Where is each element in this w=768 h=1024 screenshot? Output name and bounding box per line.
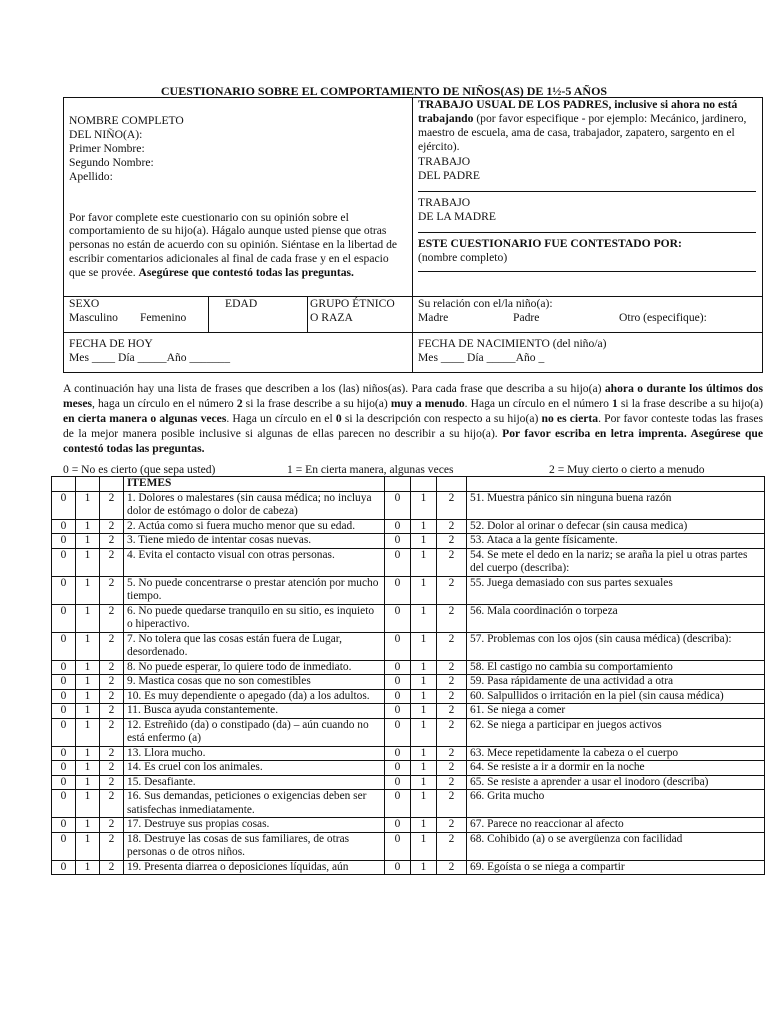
right-score-option[interactable]: 2 <box>437 675 467 690</box>
table-row <box>52 818 765 833</box>
left-item-text: 1. Dolores o malestares (sin causa médica; no incluya dolor de estómago o dolor de cabeza) <box>124 491 385 519</box>
left-score-option[interactable]: 2 <box>100 604 124 632</box>
table-row <box>52 775 765 790</box>
left-item-text: 17. Destruye sus propias cosas. <box>124 818 385 833</box>
left-score-option[interactable]: 1 <box>76 576 100 604</box>
empty-cell <box>411 477 437 492</box>
left-score-option[interactable]: 2 <box>100 632 124 660</box>
empty-cell <box>437 477 467 492</box>
relation-label: Su relación con el/la niño(a): <box>418 297 553 310</box>
ethnic-group-cell[interactable]: GRUPO ÉTNICO O RAZA <box>307 297 400 332</box>
right-item-text: 65. Se resiste a aprender a usar el inodoro (describa) <box>467 775 765 790</box>
left-item-text: 10. Es muy dependiente o apegado (da) a los adultos. <box>124 689 385 704</box>
right-score-option[interactable]: 1 <box>411 491 437 519</box>
table-row <box>52 860 765 875</box>
right-score-option[interactable]: 0 <box>385 689 411 704</box>
right-score-option[interactable]: 2 <box>437 548 467 576</box>
right-item-text: 60. Salpullidos o irritación en la piel (sin causa médica) <box>467 689 765 704</box>
left-score-option[interactable]: 2 <box>100 775 124 790</box>
left-item-text: 7. No tolera que las cosas están fuera de Lugar, desordenado. <box>124 632 385 660</box>
left-score-option[interactable]: 2 <box>100 519 124 534</box>
table-row <box>52 718 765 746</box>
right-item-text: 66. Grita mucho <box>467 790 765 818</box>
left-score-option[interactable]: 0 <box>52 718 76 746</box>
left-item-text: 3. Tiene miedo de intentar cosas nuevas. <box>124 534 385 549</box>
left-score-option[interactable]: 1 <box>76 660 100 675</box>
today-date-cell <box>63 332 413 373</box>
right-score-option[interactable]: 1 <box>411 576 437 604</box>
right-score-option[interactable]: 0 <box>385 675 411 690</box>
right-score-option[interactable]: 1 <box>411 660 437 675</box>
right-score-option[interactable]: 0 <box>385 632 411 660</box>
right-score-option[interactable]: 1 <box>411 548 437 576</box>
left-score-option[interactable]: 0 <box>52 660 76 675</box>
document-title: CUESTIONARIO SOBRE EL COMPORTAMIENTO DE NIÑOS(AS) DE 1½-5 AÑOS <box>160 84 608 98</box>
right-score-option[interactable]: 1 <box>411 604 437 632</box>
table-row <box>52 675 765 690</box>
relation-other-option[interactable]: Otro (especifique): <box>619 310 707 324</box>
right-item-text: 68. Cohibido (a) o se avergüenza con facilidad <box>467 832 765 860</box>
left-score-option[interactable]: 1 <box>76 604 100 632</box>
right-score-option[interactable]: 2 <box>437 790 467 818</box>
right-score-option[interactable]: 2 <box>437 604 467 632</box>
items-header: ITEMES <box>124 477 385 492</box>
right-score-option[interactable]: 0 <box>385 860 411 875</box>
left-item-text: 5. No puede concentrarse o prestar atención por mucho tiempo. <box>124 576 385 604</box>
left-item-text: 9. Mastica cosas que no son comestibles <box>124 675 385 690</box>
left-score-option[interactable]: 2 <box>100 818 124 833</box>
right-score-option[interactable]: 2 <box>437 534 467 549</box>
left-score-option[interactable]: 1 <box>76 689 100 704</box>
right-score-option[interactable]: 1 <box>411 519 437 534</box>
left-item-text: 8. No puede esperar, lo quiere todo de inmediato. <box>124 660 385 675</box>
left-item-text: 15. Desafiante. <box>124 775 385 790</box>
left-item-text: 16. Sus demandas, peticiones o exigencias deben ser satisfechas inmediatamente. <box>124 790 385 818</box>
left-score-option[interactable]: 0 <box>52 519 76 534</box>
left-score-option[interactable]: 0 <box>52 548 76 576</box>
right-score-option[interactable]: 0 <box>385 718 411 746</box>
left-score-option[interactable]: 2 <box>100 675 124 690</box>
father-work-input-line[interactable] <box>418 191 756 192</box>
left-score-option[interactable]: 0 <box>52 860 76 875</box>
right-score-option[interactable]: 0 <box>385 548 411 576</box>
left-score-option[interactable]: 2 <box>100 832 124 860</box>
right-item-text: 63. Mece repetidamente la cabeza o el cuerpo <box>467 746 765 761</box>
left-score-option[interactable]: 1 <box>76 832 100 860</box>
left-score-option[interactable]: 2 <box>100 746 124 761</box>
left-score-option[interactable]: 1 <box>76 491 100 519</box>
left-score-option[interactable]: 1 <box>76 761 100 776</box>
items-table <box>51 476 765 875</box>
right-item-text: 58. El castigo no cambia su comportamiento <box>467 660 765 675</box>
age-label[interactable]: EDAD <box>225 297 258 310</box>
left-item-text: 12. Estreñido (da) o constipado (da) – aún cuando no está enfermo (a) <box>124 718 385 746</box>
left-score-option[interactable]: 1 <box>76 534 100 549</box>
answered-by-label: ESTE CUESTIONARIO FUE CONTESTADO POR: <box>418 237 682 251</box>
right-score-option[interactable]: 2 <box>437 576 467 604</box>
right-score-option[interactable]: 1 <box>411 818 437 833</box>
right-score-option[interactable]: 0 <box>385 660 411 675</box>
left-score-option[interactable]: 0 <box>52 576 76 604</box>
birth-date-fields[interactable]: Mes ____ Día _____Año _ <box>418 350 545 364</box>
left-score-option[interactable]: 2 <box>100 548 124 576</box>
left-score-option[interactable]: 0 <box>52 534 76 549</box>
table-row <box>52 790 765 818</box>
right-score-option[interactable]: 0 <box>385 832 411 860</box>
left-item-text: 18. Destruye las cosas de sus familiares, de otras personas o de otros niños. <box>124 832 385 860</box>
left-score-option[interactable]: 1 <box>76 746 100 761</box>
instructions-text: Por favor complete este cuestionario con su opinión sobre el comportamiento de su hijo(a). Hágalo aunque usted piense que otras personas no están de acuerdo con su opinión. Siéntase en la libertad de escribir comentarios adicionales al final de cada frase y en el espacio que se provée. Asegúrese que contestó todas las preguntas. <box>69 210 398 280</box>
right-score-option[interactable]: 2 <box>437 718 467 746</box>
info-header-box <box>63 97 763 373</box>
left-score-option[interactable]: 0 <box>52 775 76 790</box>
right-item-text: 52. Dolor al orinar o defecar (sin causa medica) <box>467 519 765 534</box>
right-score-option[interactable]: 0 <box>385 491 411 519</box>
right-score-option[interactable]: 2 <box>437 832 467 860</box>
left-score-option[interactable]: 2 <box>100 576 124 604</box>
table-row <box>52 761 765 776</box>
right-item-text: 64. Se resiste a ir a dormir en la noche <box>467 761 765 776</box>
right-score-option[interactable]: 2 <box>437 775 467 790</box>
right-score-option[interactable]: 0 <box>385 519 411 534</box>
right-score-option[interactable]: 2 <box>437 761 467 776</box>
table-row <box>52 832 765 860</box>
father-work-label: TRABAJO DEL PADRE <box>418 154 480 182</box>
left-score-option[interactable]: 1 <box>76 704 100 719</box>
left-item-text: 2. Actúa como si fuera mucho menor que su edad. <box>124 519 385 534</box>
right-score-option[interactable]: 1 <box>411 746 437 761</box>
right-item-text: 51. Muestra pánico sin ninguna buena razón <box>467 491 765 519</box>
left-score-option[interactable]: 0 <box>52 704 76 719</box>
left-score-option[interactable]: 0 <box>52 689 76 704</box>
right-score-option[interactable]: 2 <box>437 689 467 704</box>
table-row <box>52 689 765 704</box>
table-row <box>52 632 765 660</box>
full-name-label: NOMBRE COMPLETO <box>69 114 184 127</box>
left-item-text: 14. Es cruel con los animales. <box>124 761 385 776</box>
right-score-option[interactable]: 0 <box>385 746 411 761</box>
left-score-option[interactable]: 1 <box>76 860 100 875</box>
child-label: DEL NIÑO(A): <box>69 127 143 141</box>
right-score-option[interactable]: 2 <box>437 491 467 519</box>
right-item-text: 55. Juega demasiado con sus partes sexuales <box>467 576 765 604</box>
empty-cell <box>467 477 765 492</box>
left-score-option[interactable]: 2 <box>100 689 124 704</box>
scale-legend-0: 0 = No es cierto (que sepa usted) <box>63 463 216 476</box>
right-score-option[interactable]: 2 <box>437 818 467 833</box>
relation-cell <box>412 296 763 333</box>
sex-male-option[interactable]: Masculino <box>69 310 118 324</box>
right-score-option[interactable]: 1 <box>411 790 437 818</box>
left-item-text: 4. Evita el contacto visual con otras personas. <box>124 548 385 576</box>
empty-cell <box>76 477 100 492</box>
left-score-option[interactable]: 2 <box>100 660 124 675</box>
demographics-cell <box>63 296 413 333</box>
surname-field[interactable]: Apellido: <box>69 169 113 183</box>
right-score-option[interactable]: 0 <box>385 704 411 719</box>
left-score-option[interactable]: 1 <box>76 818 100 833</box>
right-item-text: 62. Se niega a participar en juegos activos <box>467 718 765 746</box>
full-name-hint: (nombre completo) <box>418 251 508 265</box>
right-score-option[interactable]: 0 <box>385 818 411 833</box>
left-score-option[interactable]: 1 <box>76 548 100 576</box>
right-item-text: 53. Ataca a la gente físicamente. <box>467 534 765 549</box>
left-score-option[interactable]: 2 <box>100 491 124 519</box>
sex-female-option[interactable]: Femenino <box>139 310 187 324</box>
second-name-field[interactable]: Segundo Nombre: <box>69 155 154 169</box>
left-score-option[interactable]: 1 <box>76 718 100 746</box>
birth-date-cell <box>412 332 763 373</box>
right-score-option[interactable]: 1 <box>411 860 437 875</box>
right-item-text: 67. Parece no reaccionar al afecto <box>467 818 765 833</box>
first-name-field[interactable]: Primer Nombre: <box>69 141 145 155</box>
left-score-option[interactable]: 1 <box>76 632 100 660</box>
right-score-option[interactable]: 0 <box>385 761 411 776</box>
table-row <box>52 660 765 675</box>
left-item-text: 6. No puede quedarse tranquilo en su sitio, es inquieto o hiperactivo. <box>124 604 385 632</box>
right-score-option[interactable]: 2 <box>437 519 467 534</box>
sex-cell <box>64 297 209 332</box>
mother-work-label: TRABAJO DE LA MADRE <box>418 196 496 224</box>
child-info-cell <box>63 97 413 297</box>
table-row <box>52 604 765 632</box>
left-score-option[interactable]: 2 <box>100 761 124 776</box>
right-item-text: 69. Egoísta o se niega a compartir <box>467 860 765 875</box>
left-score-option[interactable]: 0 <box>52 632 76 660</box>
right-score-option[interactable]: 1 <box>411 675 437 690</box>
left-score-option[interactable]: 2 <box>100 718 124 746</box>
right-score-option[interactable]: 1 <box>411 534 437 549</box>
left-item-text: 11. Busca ayuda constantemente. <box>124 704 385 719</box>
table-row <box>52 746 765 761</box>
work-description: TRABAJO USUAL DE LOS PADRES, inclusive si ahora no está trabajando (por favor especifique - por ejemplo: Mecánico, jardinero, maestro de escuela, ama de casa, trabajador, zapatero, sargento en el ejército). <box>418 98 747 153</box>
sex-label: SEXO <box>69 297 100 310</box>
right-score-option[interactable]: 1 <box>411 761 437 776</box>
left-score-option[interactable]: 0 <box>52 832 76 860</box>
today-date-fields[interactable]: Mes ____ Día _____Año _______ <box>69 350 231 364</box>
left-score-option[interactable]: 0 <box>52 604 76 632</box>
right-item-text: 59. Pasa rápidamente de una actividad a otra <box>467 675 765 690</box>
left-score-option[interactable]: 1 <box>76 675 100 690</box>
right-score-option[interactable]: 2 <box>437 632 467 660</box>
left-score-option[interactable]: 2 <box>100 860 124 875</box>
right-score-option[interactable]: 0 <box>385 790 411 818</box>
left-item-text: 19. Presenta diarrea o deposiciones líquidas, aún <box>124 860 385 875</box>
table-row <box>52 548 765 576</box>
right-score-option[interactable]: 1 <box>411 718 437 746</box>
left-score-option[interactable]: 1 <box>76 775 100 790</box>
empty-cell <box>100 477 124 492</box>
instructions-paragraph: A continuación hay una lista de frases que describen a los (las) niños(as). Para cada frase que describa a su hijo(a) ahora o durante los últimos dos meses, haga un círculo en el número 2 si la frase describe a su hijo(a) muy a menudo. Haga un círculo en el número 1 si la frase describe a su hijo(a) en cierta manera o algunas veces. Haga un círculo en el 0 si la descripción con respecto a su hijo(a) no es cierta. Por favor conteste todas las frases de la mejor manera posible inclusive si algunas de ellas parecen no describir a su hijo(a). Por favor escriba en letra imprenta. Asegúrese que contestó todas las preguntas. <box>63 382 763 455</box>
left-score-option[interactable]: 1 <box>76 790 100 818</box>
parents-work-cell <box>412 97 763 297</box>
left-item-text: 13. Llora mucho. <box>124 746 385 761</box>
right-item-text: 56. Mala coordinación o torpeza <box>467 604 765 632</box>
birth-date-label: FECHA DE NACIMIENTO (del niño/a) <box>418 337 607 350</box>
scale-legend-2: 2 = Muy cierto o cierto a menudo <box>549 463 705 476</box>
right-score-option[interactable]: 1 <box>411 632 437 660</box>
empty-cell <box>52 477 76 492</box>
right-score-option[interactable]: 1 <box>411 704 437 719</box>
mother-work-input-line[interactable] <box>418 232 756 233</box>
right-item-text: 61. Se niega a comer <box>467 704 765 719</box>
right-score-option[interactable]: 0 <box>385 576 411 604</box>
today-date-label: FECHA DE HOY <box>69 337 153 350</box>
table-row <box>52 491 765 519</box>
left-score-option[interactable]: 0 <box>52 491 76 519</box>
right-score-option[interactable]: 1 <box>411 775 437 790</box>
left-score-option[interactable]: 1 <box>76 519 100 534</box>
items-header-row <box>52 477 765 492</box>
right-item-text: 57. Problemas con los ojos (sin causa médica) (describa): <box>467 632 765 660</box>
left-score-option[interactable]: 0 <box>52 761 76 776</box>
left-score-option[interactable]: 0 <box>52 675 76 690</box>
right-score-option[interactable]: 1 <box>411 832 437 860</box>
right-score-option[interactable]: 2 <box>437 660 467 675</box>
left-score-option[interactable]: 0 <box>52 746 76 761</box>
left-score-option[interactable]: 2 <box>100 704 124 719</box>
empty-cell <box>385 477 411 492</box>
table-row <box>52 704 765 719</box>
left-score-option[interactable]: 2 <box>100 534 124 549</box>
table-row <box>52 519 765 534</box>
left-score-option[interactable]: 0 <box>52 818 76 833</box>
right-score-option[interactable]: 0 <box>385 775 411 790</box>
table-row <box>52 576 765 604</box>
relation-mother-option[interactable]: Madre <box>418 310 449 324</box>
right-score-option[interactable]: 1 <box>411 689 437 704</box>
right-score-option[interactable]: 2 <box>437 746 467 761</box>
left-score-option[interactable]: 0 <box>52 790 76 818</box>
left-score-option[interactable]: 2 <box>100 790 124 818</box>
right-score-option[interactable]: 2 <box>437 704 467 719</box>
scale-legend-1: 1 = En cierta manera, algunas veces <box>287 463 454 476</box>
answered-by-input-line[interactable] <box>418 271 756 272</box>
right-score-option[interactable]: 0 <box>385 604 411 632</box>
table-row <box>52 534 765 549</box>
right-item-text: 54. Se mete el dedo en la nariz; se araña la piel u otras partes del cuerpo (describa): <box>467 548 765 576</box>
right-score-option[interactable]: 0 <box>385 534 411 549</box>
right-score-option[interactable]: 2 <box>437 860 467 875</box>
relation-father-option[interactable]: Padre <box>513 310 540 324</box>
